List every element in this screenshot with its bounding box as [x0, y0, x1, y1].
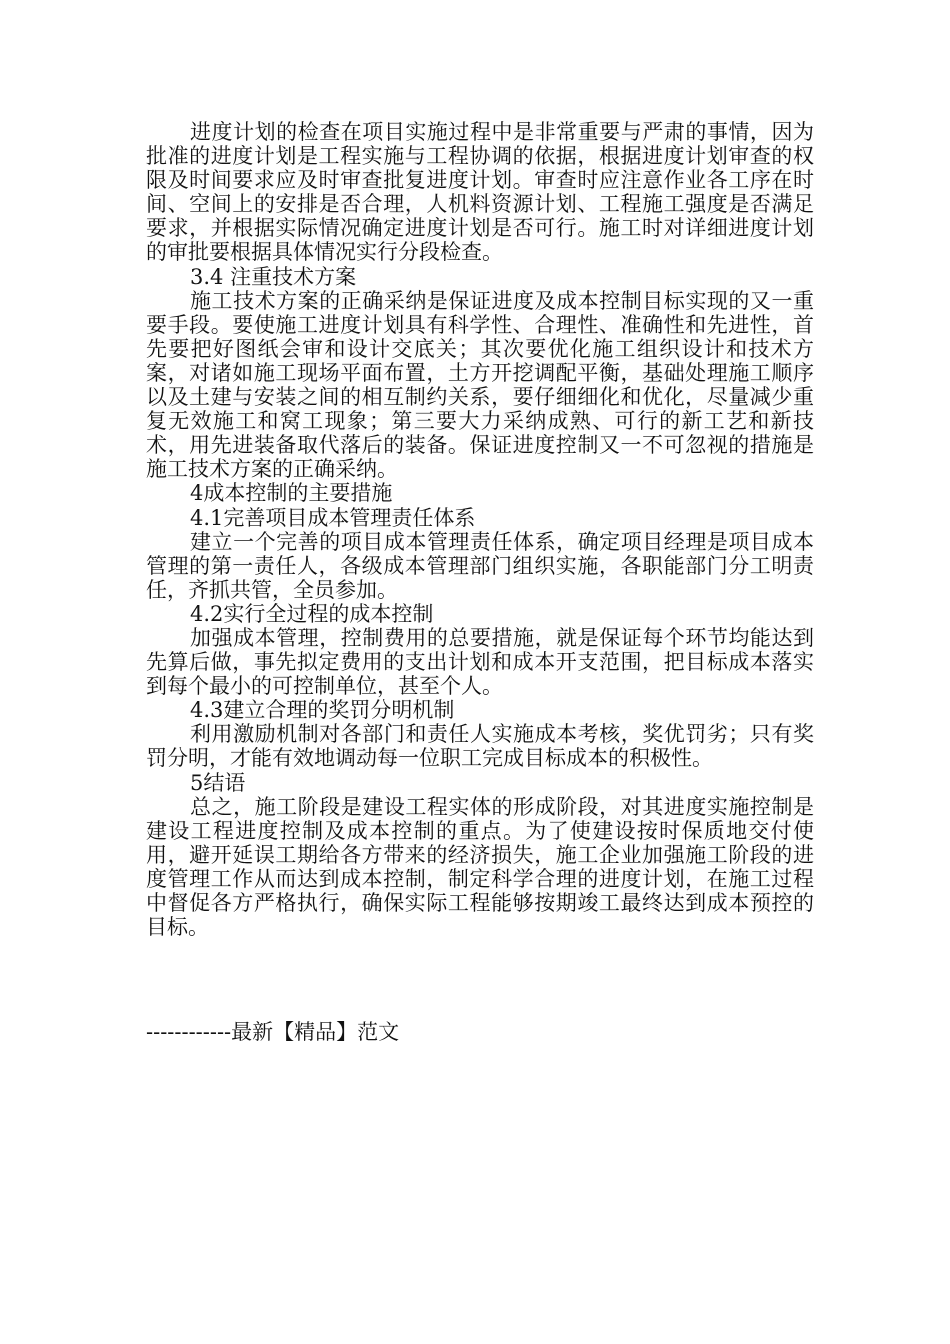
- heading-4-1: 4.1完善项目成本管理责任体系: [190, 505, 476, 530]
- footer-label: ------------最新【精品】范文: [146, 1020, 400, 1044]
- paragraph-conclusion: 总之，施工阶段是建设工程实体的形成阶段，对其进度实施控制是建设工程进度控制及成本控制的重点。为了使建设按时保质地交付使用，避开延误工期给各方带来的经济损失，施工企业加强施工阶段的进度管理工作从而达到成本控制，制定科学合理的进度计划，在施工过程中督促各方严格执行，确保实际工程能够按期竣工最终达到成本预控的目标。: [146, 794, 814, 940]
- paragraph-full-process-control: 加强成本管理，控制费用的总要措施，就是保证每个环节均能达到先算后做，事先拟定费用的支出计划和成本开支范围，把目标成本落实到每个最小的可控制单位，甚至个人。: [146, 625, 814, 699]
- paragraph-schedule-review: 进度计划的检查在项目实施过程中是非常重要与严肃的事情，因为批准的进度计划是工程实施与工程协调的依据，根据进度计划审查的权限及时间要求应及时审查批复进度计划。审查时应注意作业各工序在时间、空间上的安排是否合理，人机料资源计划、工程施工强度是否满足要求，并根据实际情况确定进度计划是否可行。施工时对详细进度计划的审批要根据具体情况实行分段检查。: [146, 120, 814, 265]
- heading-4: 4成本控制的主要措施: [190, 481, 393, 506]
- heading-5: 5结语: [190, 770, 246, 795]
- paragraph-incentive-mechanism: 利用激励机制对各部门和责任人实施成本考核，奖优罚劣；只有奖罚分明，才能有效地调动每一位职工完成目标成本的积极性。: [146, 722, 814, 771]
- heading-3-4: 3.4 注重技术方案: [190, 264, 357, 289]
- document-body: [146, 120, 814, 939]
- paragraph-technical-plan: 施工技术方案的正确采纳是保证进度及成本控制目标实现的又一重要手段。要使施工进度计划具有科学性、合理性、准确性和先进性，首先要把好图纸会审和设计交底关；其次要优化施工组织设计和技术方案，对诸如施工现场平面布置，土方开挖调配平衡，基础处理施工顺序以及土建与安装之间的相互制约关系，要仔细细化和优化，尽量减少重复无效施工和窝工现象；第三要大力采纳成熟、可行的新工艺和新技术，用先进装备取代落后的装备。保证进度控制又一不可忽视的措施是施工技术方案的正确采纳。: [146, 288, 814, 482]
- heading-4-2: 4.2实行全过程的成本控制: [190, 601, 434, 626]
- heading-4-3: 4.3建立合理的奖罚分明机制: [190, 698, 455, 723]
- paragraph-responsibility-system: 建立一个完善的项目成本管理责任体系，确定项目经理是项目成本管理的第一责任人，各级成本管理部门组织实施，各职能部门分工明责任，齐抓共管，全员参加。: [146, 529, 814, 602]
